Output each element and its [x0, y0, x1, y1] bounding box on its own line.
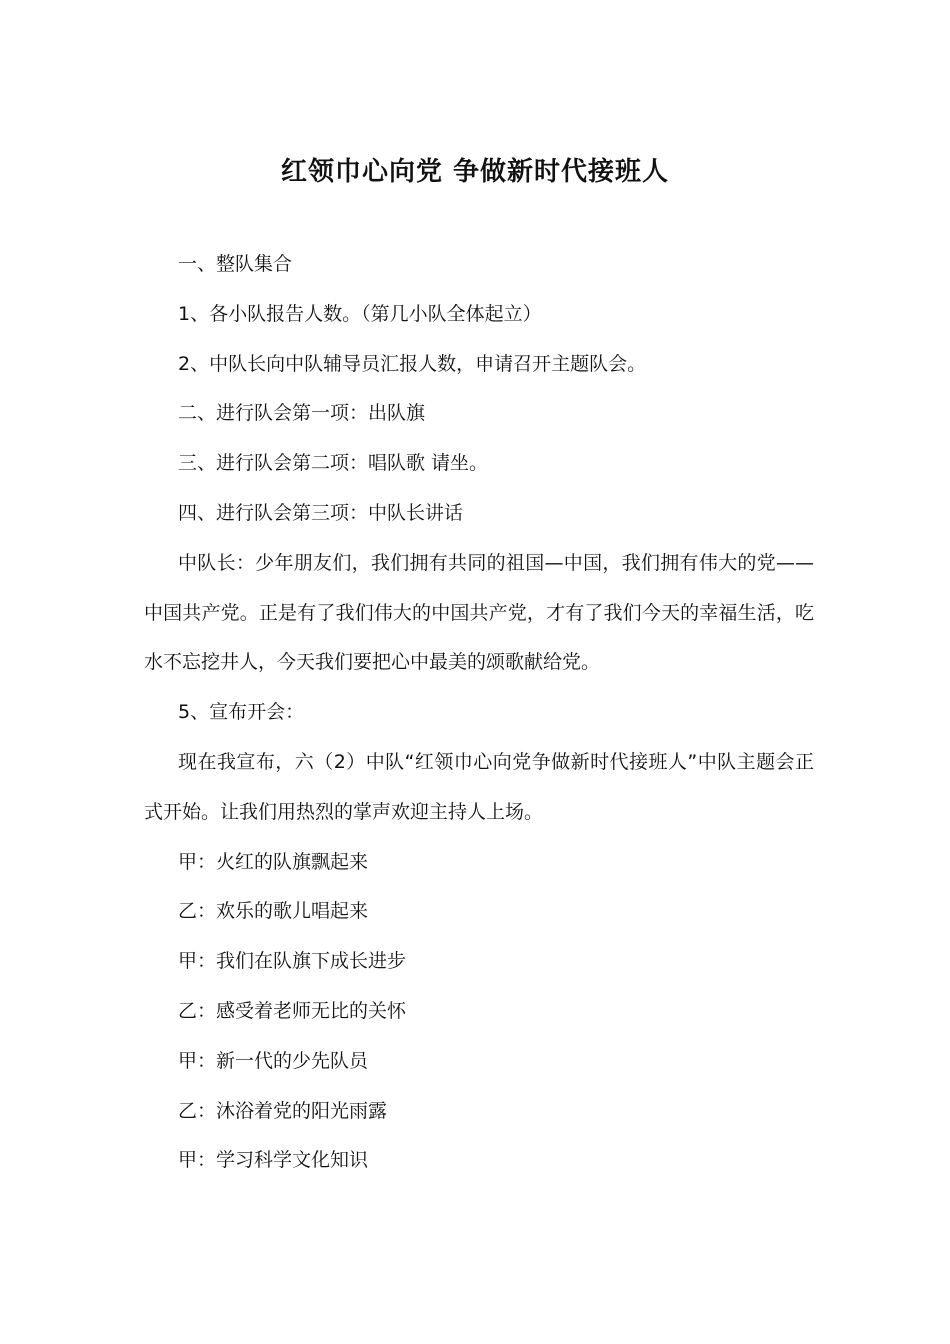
paragraph: 中队长：少年朋友们，我们拥有共同的祖国—中国，我们拥有伟大的党——中国共产党。正是有了我们伟大的中国共产党，才有了我们今天的幸福生活，吃水不忘挖井人，今天我们要把心中最美的颂歌献给党。: [144, 551, 814, 674]
paragraph: 甲：学习科学文化知识: [178, 1149, 369, 1172]
paragraph: 现在我宣布，六（2）中队“红领巾心向党争做新时代接班人”中队主题会正式开始。让我们用热烈的掌声欢迎主持人上场。: [144, 750, 814, 823]
paragraph: 四、进行队会第三项：中队长讲话: [178, 501, 464, 524]
document-title: 红领巾心向党 争做新时代接班人: [280, 157, 670, 187]
paragraph: 甲：新一代的少先队员: [178, 1049, 369, 1072]
paragraph: 1、各小队报告人数。（第几小队全体起立）: [178, 302, 542, 325]
document-body: [144, 240, 814, 1186]
paragraph: 5、宣布开会：: [178, 701, 305, 724]
paragraph: 三、进行队会第二项：唱队歌 请坐。: [178, 452, 489, 475]
paragraph: 一、整队集合: [178, 253, 293, 275]
paragraph: 乙：沐浴着党的阳光雨露: [178, 1099, 388, 1122]
paragraph: 二、进行队会第一项：出队旗: [178, 402, 426, 425]
paragraph: 甲：我们在队旗下成长进步: [178, 950, 407, 973]
paragraph: 甲：火红的队旗飘起来: [178, 850, 369, 873]
paragraph: 乙：欢乐的歌儿唱起来: [178, 900, 369, 923]
paragraph: 2、中队长向中队辅导员汇报人数，申请召开主题队会。: [178, 352, 647, 375]
paragraph: 乙：感受着老师无比的关怀: [178, 999, 407, 1022]
